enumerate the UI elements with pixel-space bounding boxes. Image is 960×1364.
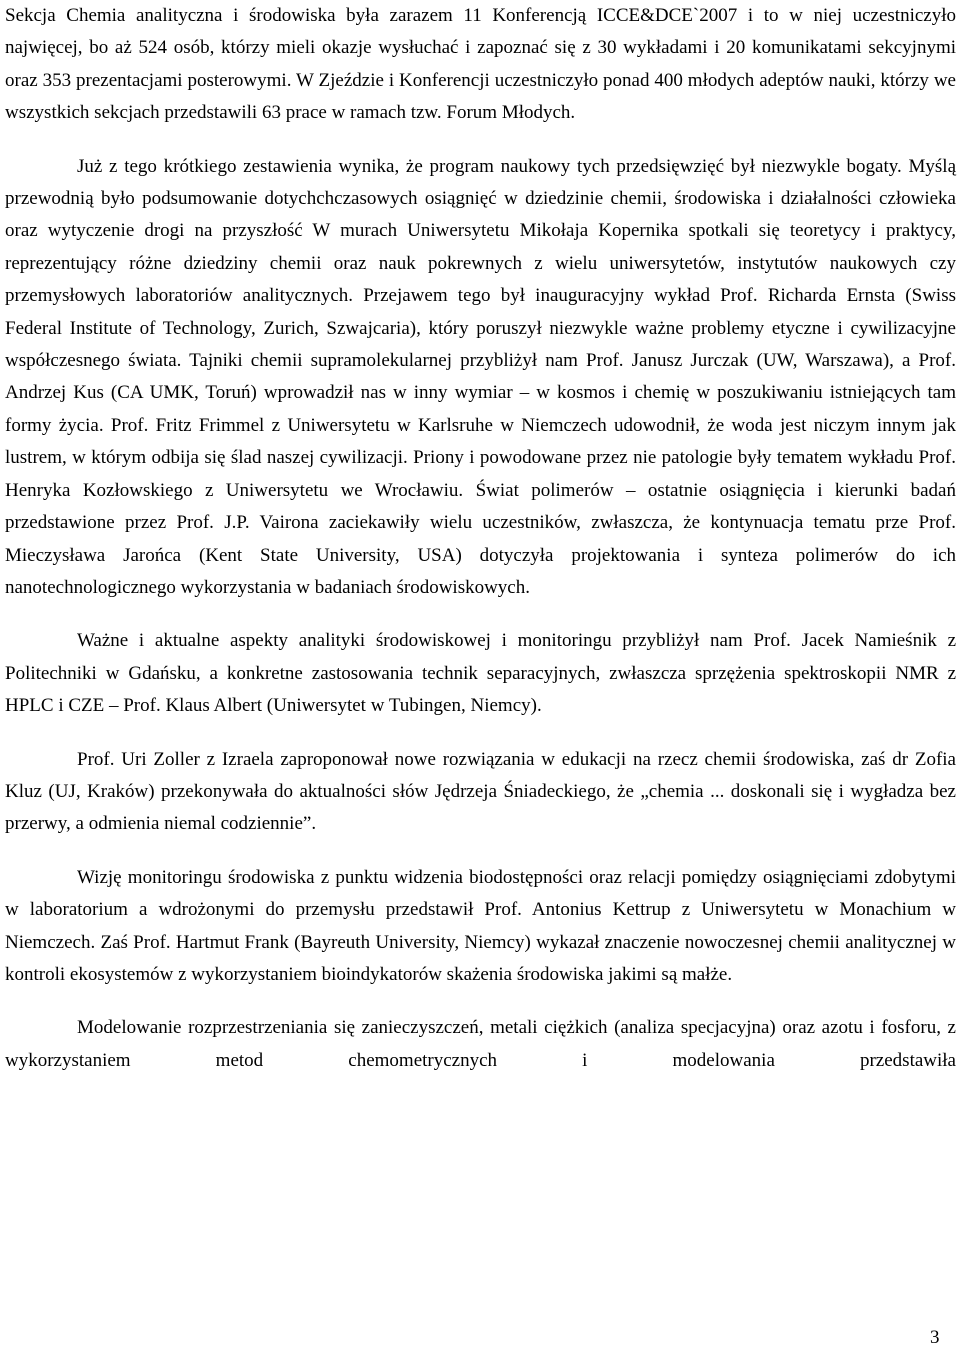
paragraph-3: Ważne i aktualne aspekty analityki środowiskowej i monitoringu przybliżył nam Prof. Jacek Namieśnik z Politechniki w Gdańsku, a konkretne zastosowania technik separacyjnych, zwłaszcza sprzężenia spektroskopii NMR z HPLC i CZE – Prof. Klaus Albert (Uniwersytet w Tubingen, Niemcy).: [5, 630, 956, 717]
paragraph-1: Sekcja Chemia analityczna i środowiska była zarazem 11 Konferencją ICCE&DCE`2007 i to w niej uczestniczyło najwięcej, bo aż 524 osób, którzy mieli okazje wysłuchać i zapoznać się z 30 wykładami i 20 komunikatami sekcyjnymi oraz 353 prezentacjami posterowymi. W Zjeździe i Konferencji uczestniczyło ponad 400 młodych adeptów nauki, którzy we wszystkich sekcjach przedstawili 63 prace w ramach tzw. Forum Młodych.: [5, 5, 956, 124]
paragraph-4: Prof. Uri Zoller z Izraela zaproponował nowe rozwiązania w edukacji na rzecz chemii środowiska, zaś dr Zofia Kluz (UJ, Kraków) przekonywała do aktualności słów Jędrzeja Śniadeckiego, że „chemia ... doskonali się i wygładza bez przerwy, a odmienia niemal codziennie”.: [5, 748, 956, 835]
paragraph-6: Modelowanie rozprzestrzeniania się zanieczyszczeń, metali ciężkich (analiza specjacyjna) oraz azotu i fosforu, z wykorzystaniem metod chemometrycznych i modelowania przedstawiła: [5, 1017, 956, 1071]
paragraph-2: Już z tego krótkiego zestawienia wynika, że program naukowy tych przedsięwzięć był niezwykle bogaty. Myślą przewodnią było podsumowanie dotychchczasowych osiągnięć w dziedzinie chemii, środowiska i działalności człowieka oraz wytyczenie drogi na przyszłość W murach Uniwersytetu Mikołaja Kopernika spotkali się teoretycy i praktycy, reprezentujący różne dziedziny chemii oraz nauk pokrewnych z wielu uniwersytetów, instytutów naukowych czy przemysłowych laboratoriów analitycznych. Przejawem tego był inauguracyjny wykład Prof. Richarda Ernsta (Swiss Federal Institute of Technology, Zurich, Szwajcaria), który poruszył niezwykle ważne problemy etyczne i cywilizacyjne współczesnego świata. Tajniki chemii supramolekularnej przybliżył nam Prof. Janusz Jurczak (UW, Warszawa), a Prof. Andrzej Kus (CA UMK, Toruń) wprowadził nas w inny wymiar – w kosmos i chemię w poszukiwaniu istniejących tam formy życia. Prof. Fritz Frimmel z Uniwersytetu w Karlsruhe w Niemczech udowodnił, że woda jest niczym innym jak lustrem, w którym odbija się ślad naszej cywilizacji. Priony i powodowane przez nie patologie były tematem wykładu Prof. Henryka Kozłowskiego z Uniwersytetu we Wrocławiu. Świat polimerów – ostatnie osiągnięcia i kierunki badań przedstawione przez Prof. J.P. Vairona zaciekawiły wielu uczestników, zwłaszcza, że kontynuacja tematu prze Prof. Mieczysława Jarońca (Kent State University, USA) dotyczyła projektowania i synteza polimerów do ich nanotechnologicznego wykorzystania w badaniach środowiskowych.: [5, 155, 956, 598]
body-text: [5, 0, 956, 1077]
page-number: 3: [930, 1327, 940, 1348]
paragraph-5: Wizję monitoringu środowiska z punktu widzenia biodostępności oraz relacji pomiędzy osiągnięciami zdobytymi w laboratorium a wdrożonymi do przemysłu przedstawił Prof. Antonius Kettrup z Uniwersytetu w Monachium w Niemczech. Zaś Prof. Hartmut Frank (Bayreuth University, Niemcy) wykazał znaczenie nowoczesnej chemii analitycznej w kontroli ekosystemów z wykorzystaniem bioindykatorów skażenia środowiska jakimi są małże.: [5, 866, 956, 985]
